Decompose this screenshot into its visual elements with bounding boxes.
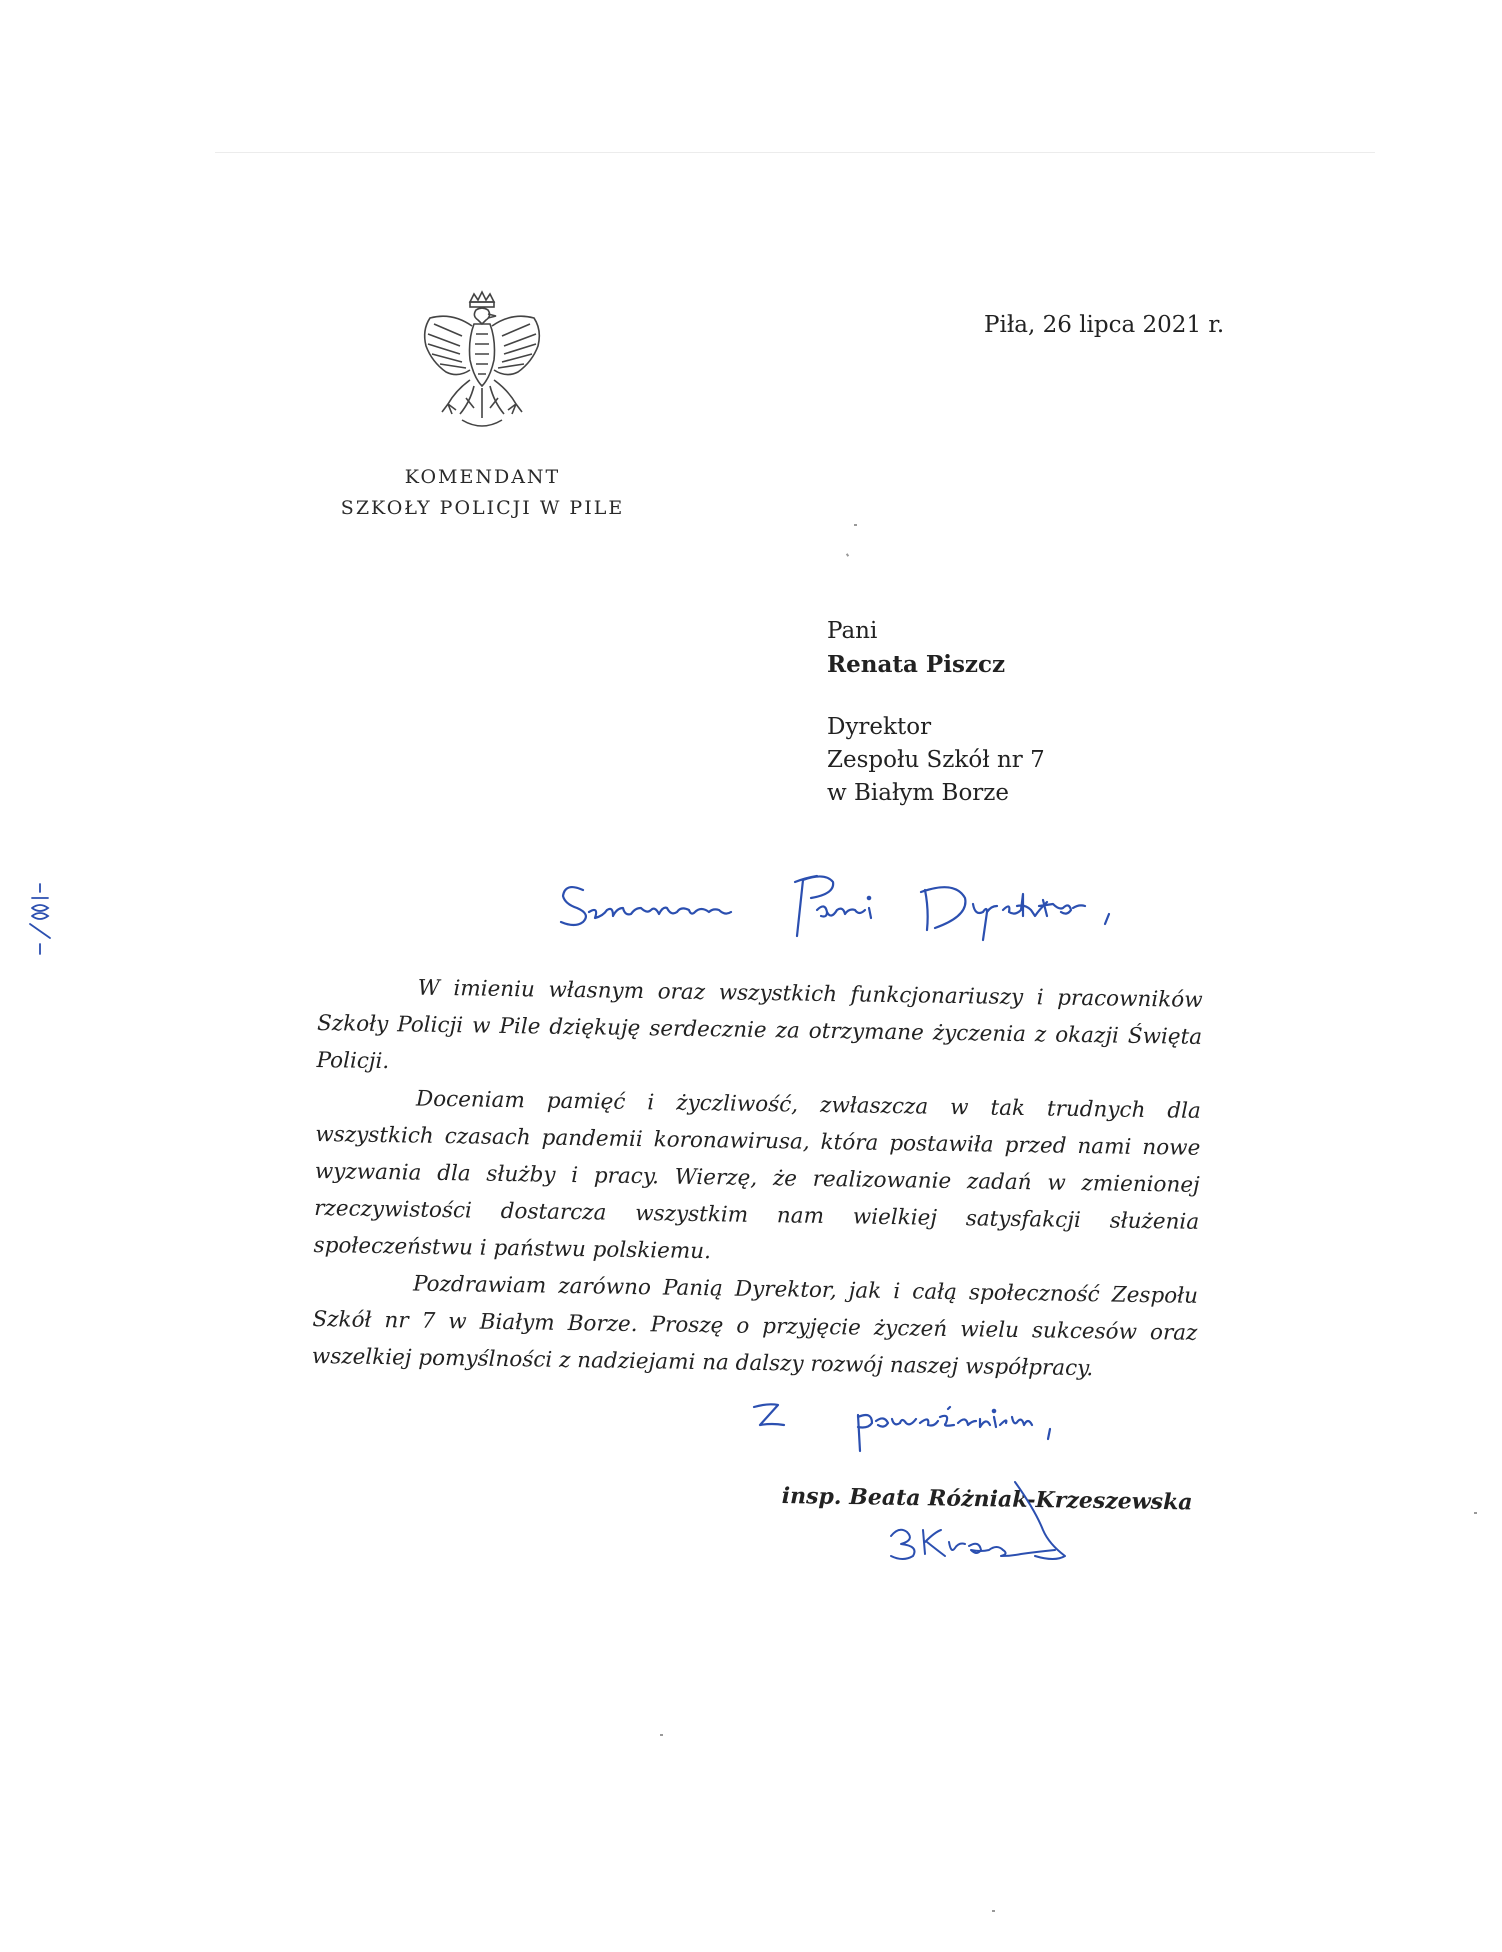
margin-annotation [20, 880, 60, 960]
letterhead-issuer [310, 462, 655, 524]
handwritten-salutation [555, 850, 1155, 945]
letter-body [312, 968, 1203, 1389]
signatory-name: insp. Beata Różniak-Krzeszewska [781, 1483, 1193, 1516]
handwritten-closing [750, 1395, 1100, 1455]
addressee-title: Dyrektor [827, 714, 932, 740]
addressee-institution: Zespołu Szkół nr 7 [827, 747, 1045, 773]
body-paragraph-3: Pozdrawiam zarówno Panią Dyrektor, jak i całą społeczność Zespołu Szkół nr 7 w Białym Borze. Proszę o przyjęcie życzeń wielu sukcesów oraz wszelkiej pomyślności z nadziejami na dalszy rozwój naszej współpracy. [311, 1271, 1199, 1382]
polish-eagle-emblem-icon [412, 290, 552, 440]
scan-speck [854, 524, 857, 526]
scan-speck [1474, 1512, 1477, 1514]
body-paragraph-1: W imieniu własnym oraz wszystkich funkcjonariuszy i pracowników Szkoły Policji w Pile dziękuję serdecznie za otrzymane życzenia z okazji Święta Policji. [316, 975, 1203, 1075]
addressee-name: Renata Piszcz [827, 651, 1006, 678]
scan-page-edge [215, 152, 1375, 153]
addressee-location: w Białym Borze [827, 780, 1010, 806]
addressee-gap [827, 681, 1045, 711]
body-paragraph-2: Doceniam pamięć i życzliwość, zwłaszcza w tak trudnych dla wszystkich czasach pandemii koronawirusa, która postawiła przed nami nowe wyzwania dla służby i pracy. Wierzę, że realizowanie zadań w zmienionej rzeczywistości dostarcza wszystkim nam wielkiej satysfakcji służenia społeczeństwu i państwu polskiemu. [313, 1086, 1202, 1265]
scan-speck [992, 1910, 995, 1912]
letterhead-line1: KOMENDANT [404, 466, 561, 488]
handwritten-signature [885, 1470, 1115, 1570]
scan-speck [846, 553, 849, 557]
scan-speck [660, 1734, 663, 1736]
addressee-block [827, 615, 1045, 810]
addressee-honorific: Pani [827, 618, 878, 644]
letter-date: Piła, 26 lipca 2021 r. [984, 312, 1225, 338]
letterhead-line2: SZKOŁY POLICJI W PILE [340, 497, 625, 519]
